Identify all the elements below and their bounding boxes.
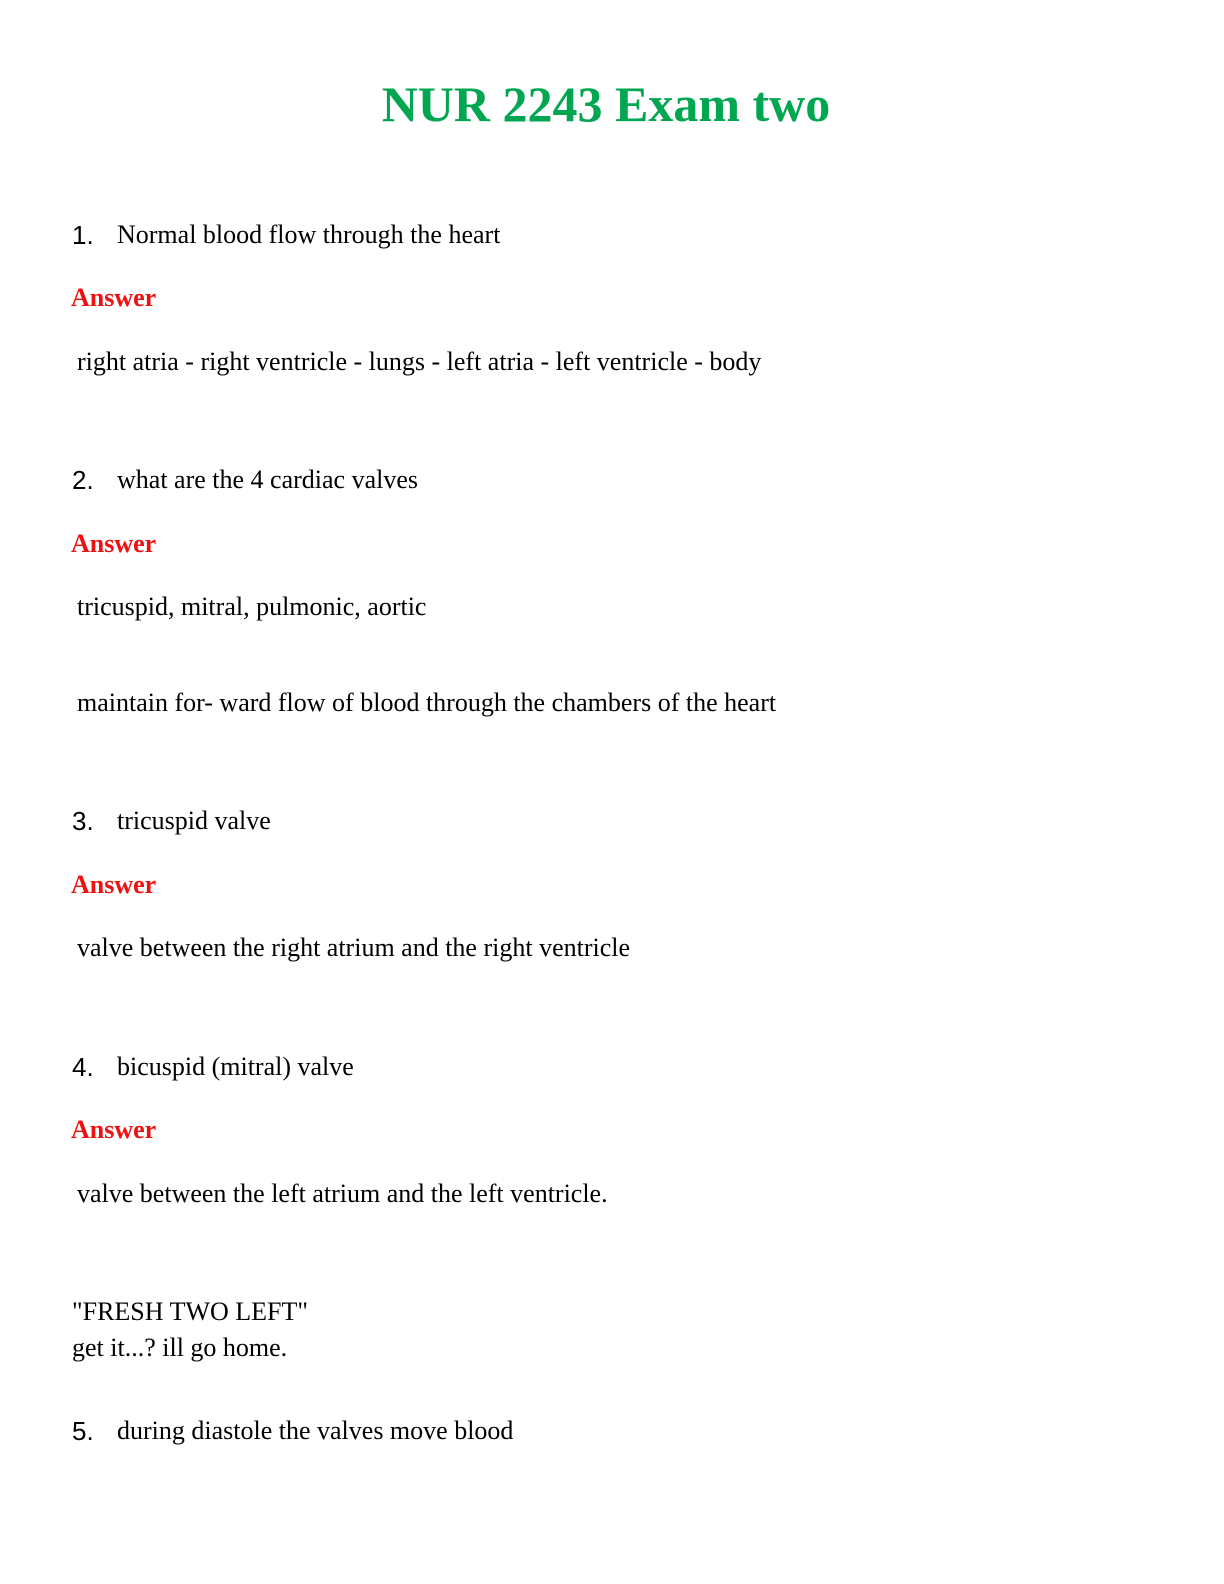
page-title: NUR 2243 Exam two (381, 76, 831, 132)
question-prompt: bicuspid (mitral) valve (117, 1052, 354, 1081)
question-number: 3. (72, 806, 94, 836)
answer-text: maintain for- ward flow of blood through the chambers of the heart (77, 688, 777, 717)
question-number: 2. (72, 465, 94, 495)
question-number: 4. (72, 1052, 94, 1082)
answer-text: valve between the right atrium and the right ventricle (77, 933, 631, 962)
answer-text: tricuspid, mitral, pulmonic, aortic (77, 592, 427, 621)
answer-label: Answer (71, 529, 157, 558)
answer-text: right atria - right ventricle - lungs - left atria - left ventricle - body (77, 347, 762, 376)
answer-label: Answer (71, 870, 157, 899)
answer-label: Answer (71, 283, 157, 312)
question-prompt: during diastole the valves move blood (117, 1416, 514, 1445)
note-line-2: get it...? ill go home. (72, 1333, 288, 1362)
question-number: 5. (72, 1416, 94, 1446)
note-line-1: "FRESH TWO LEFT" (72, 1297, 308, 1326)
answer-label: Answer (71, 1115, 157, 1144)
question-prompt: tricuspid valve (117, 806, 271, 835)
answer-text: valve between the left atrium and the left ventricle. (77, 1179, 608, 1208)
question-number: 1. (72, 220, 94, 250)
question-prompt: Normal blood flow through the heart (117, 220, 501, 249)
question-prompt: what are the 4 cardiac valves (117, 465, 419, 494)
